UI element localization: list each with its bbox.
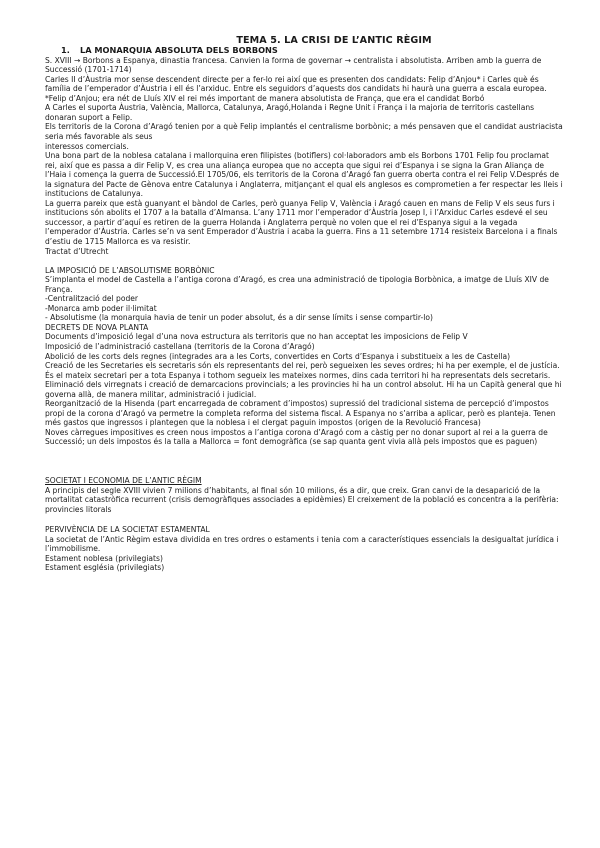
paragraph: Els territoris de la Corona d’Aragó tenien por a què Felip implantés el centralisme borbònic; a més pensaven que el candidat austriacista seria més favorable als seus (45, 122, 563, 141)
paragraph: Creació de les Secretaries els secretaris són els representants del rei, però segueixen les seves ordres; hi ha per exemple, el de justícia. És el mateix secretari per a tota Espanya i tothom segueix les mateixes normes, dins cada territori hi ha representats dels secretaris. (45, 361, 560, 380)
section-societat-estamental (45, 525, 563, 573)
section-heading-societat: SOCIETAT I ECONOMIA DE L’ANTIC RÈGIM (45, 475, 202, 485)
paragraph: Abolició de les corts dels regnes (integrades ara a les Corts, convertides en Corts d’Espanya i substitueix a les de Castella) (45, 351, 511, 361)
document-body (45, 35, 563, 573)
paragraph: Noves càrregues impositives es creen nous impostos a l’antiga corona d’Aragó com a càstig per no donar suport al rei a la guerra de Successió; un dels impostos és la talla a Mallorca = font demogràfica (se sap quanta gent vivia allà pels impostos que es paguen) (45, 427, 548, 447)
list-item: - Absolutisme (la monarquia havia de tenir un poder absolut, és a dir sense límits i sense compartir-lo) (45, 313, 433, 323)
paragraph: S. XVIII → Borbons a Espanya, dinastia francesa. Canvien la forma de governar → centralista i absolutista. Arriben amb la guerra de Successió (1701-1714) (45, 55, 542, 75)
list-item: -Centralització del poder (45, 294, 138, 304)
paragraph: Documents d’imposició legal d’una nova estructura als territoris que no han acceptat les imposicions de Felip V (45, 332, 468, 342)
list-item: Estament noblesa (privilegiats) (45, 553, 163, 563)
paragraph: A principis del segle XVIII vivien 7 milions d’habitants, al final són 10 milions, és a dir, que creix. Gran canvi de la desaparició de la mortalitat catastròfica recurrent (crisis demogràfiques associades a epidèmies) El creixement de la població es concentra a la perifèria: provincies litorals (45, 485, 559, 514)
paragraph: S’implanta el model de Castella a l’antiga corona d’Aragó, es crea una administració de tipologia Borbònica, a imatge de Lluís XIV de França. (45, 275, 549, 294)
paragraph: Imposició de l’administració castellana (territoris de la Corona d’Aragó) (45, 341, 315, 351)
subheading-decrets: DECRETS DE NOVA PLANTA (45, 322, 149, 332)
list-item: -Monarca amb poder il·limitat (45, 303, 157, 313)
paragraph: interessos comercials. (45, 141, 129, 151)
page-title: TEMA 5. LA CRISI DE L’ANTIC RÈGIM (236, 35, 432, 46)
section-heading-absolutisme: LA IMPOSICIÓ DE L’ABSOLUTISME BORBÒNIC (45, 265, 215, 275)
section-number: 1. (61, 45, 70, 55)
paragraph: *Felip d’Anjou; era nét de Lluís XIV el rei més important de manera absolutista de França, que era el candidat Borbó (45, 93, 485, 103)
paragraph: La societat de l’Antic Règim estava dividida en tres ordres o estaments i tenia com a característiques essencials la desigualtat jurídica i l’immobilisme. (45, 534, 559, 554)
section-monarquia (45, 56, 563, 256)
paragraph: Carles II d’Àustria mor sense descendent directe per a fer-lo rei així que es presenten dos candidats: Felip d’Anjou* i Carles què és família de l’emperador d’Àustria i ell és l’arxiduc. Entre els seguidors d’aquests dos candidats hi haurà una guerra a escala europea. (45, 74, 547, 94)
section-societat-economia (45, 476, 563, 514)
paragraph: A Carles el suporta Àustria, València, Mallorca, Catalunya, Aragó,Holanda i Regne Unit i França i la majoria de territoris castellans donaran suport a Felip. (45, 103, 535, 122)
section-heading-monarquia (61, 46, 563, 56)
paragraph: Tractat d’Utrecht (45, 246, 109, 256)
section-heading-estamental: PERVIVÈNCIA DE LA SOCIETAT ESTAMENTAL (45, 525, 210, 535)
section-absolutisme (45, 266, 563, 447)
paragraph: Una bona part de la noblesa catalana i mallorquina eren filipistes (botiflers) col·laboradors amb els Borbons 1701 Felip fou proclamat rei, així que es passa a dir Felip V, es crea una aliança europea que no accepta que sigui rei d’Espanya i se signa la Gran Aliança de l’Haia i comença la guerra de Successió.El 1705/06, els territoris de la Corona d’Aragó fan guerra oberta contra el rei Felip V.Després de la signatura del Pacte de Gènova entre Catalunya i Anglaterra, mitjançant el qual els anglesos es comprometien a fer respectar les lleis i institucions de Catalunya. (45, 151, 563, 199)
list-item: Estament església (privilegiats) (45, 563, 165, 573)
paragraph: La guerra pareix que està guanyant el bàndol de Carles, però guanya Felip V, València i Aragó cauen en mans de Felip V els seus furs i institucions són abolits el 1707 a la batalla d’Almansa. L’any 1711 mor l’emperador d’Àustria Josep I, i l’Arxiduc Carles esdevé el seu successor, a partir d’aquí es retiren de la guerra Holanda i Anglaterra perquè no volen que el rei d’Espanya sigui a la vegada l’emperador d’Àustria. Carles se’n va sent Emperador d’Àustria i acaba la guerra. Fins a 11 setembre 1714 resisteix Barcelona i a finals d’estiu de 1715 Mallorca es va resistir. (45, 198, 558, 246)
paragraph: Eliminació dels virregnats i creació de demarcacions provincials; a les provincies hi ha un control absolut. Hi ha un Capità general que hi governa allà, de manera militar, administració i judicial. (45, 380, 562, 399)
section-heading-text: LA MONARQUIA ABSOLUTA DELS BORBONS (80, 45, 278, 55)
paragraph: Reorganització de la Hisenda (part encarregada de cobrament d’impostos) supressió del tradicional sistema de percepció d’impostos propi de la corona d’Aragó va permetre la completa reforma del sistema fiscal. A Espanya no s’arriba a aplicar, però es planteja. Tenen més gastos que ingressos i plantegen que la noblesa i el clergat paguin impostos (origen de la Revolució Francesa) (45, 399, 556, 428)
